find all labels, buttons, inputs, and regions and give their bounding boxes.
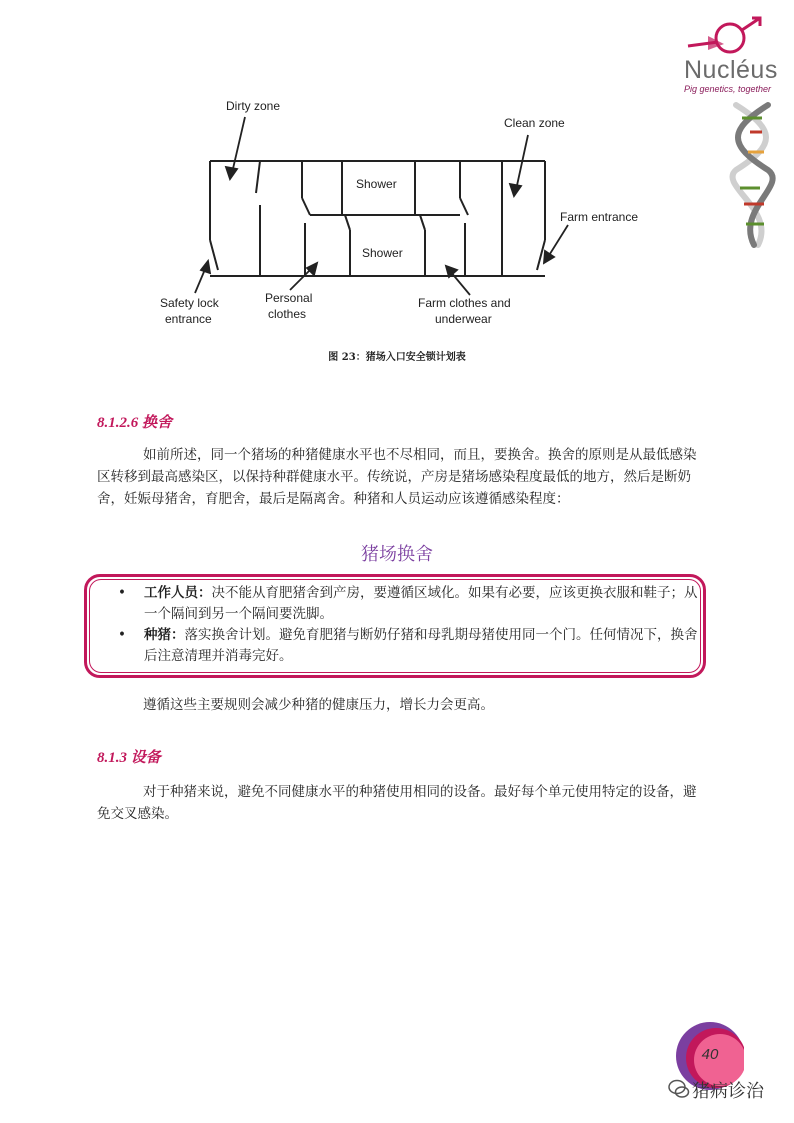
figure-caption: 图 23：猪场入口安全锁计划表	[328, 352, 466, 363]
section2-paragraph	[97, 781, 707, 825]
box-bullet-breeders	[118, 625, 703, 667]
label-underwear: underwear	[435, 312, 492, 326]
label-farm-entrance: Farm entrance	[560, 210, 639, 224]
label-clean-zone: Clean zone	[504, 116, 565, 130]
wechat-icon	[668, 1078, 690, 1100]
bullet-text-breeders: 落实换舍计划。避免育肥猪与断奶仔猪和母乳期母猪使用同一个门。任何情况下，换舍后注意清理并消毒完好。	[144, 627, 698, 664]
bullet-dot: •	[118, 627, 126, 643]
section1-paragraph	[97, 444, 707, 510]
label-shower-top: Shower	[356, 177, 397, 191]
bullet-label-breeders: 种猪：	[144, 627, 185, 643]
dna-helix-graphic	[728, 100, 784, 250]
section1-paragraph-text: 如前所述，同一个猪场的种猪健康水平也不尽相同，而且，要换舍。换舍的原则是从最低感染区转移到最高感染区，以保持种群健康水平。传统说，产房是猪场感染程度最低的地方，然后是断奶舍，妊娠母猪舍，育肥舍，最后是隔离舍。种猪和人员运动应该遵循感染程度：	[97, 447, 697, 507]
section2-paragraph-text: 对于种猪来说，避免不同健康水平的种猪使用相同的设备。最好每个单元使用特定的设备，避免交叉感染。	[97, 784, 697, 822]
box-title: 猪场换舍	[361, 544, 433, 565]
section-heading-8-1-3: 8.1.3 设备	[97, 750, 161, 766]
section-heading-8-1-2-6: 8.1.2.6 换舍	[97, 415, 173, 431]
page-number: 40	[701, 1046, 719, 1063]
after-box-text: 遵循这些主要规则会减少种猪的健康压力，增长力会更高。	[143, 697, 494, 713]
label-safety-lock-entrance: entrance	[165, 312, 212, 326]
after-box-paragraph	[97, 694, 707, 716]
logo-name: Nucléus	[684, 56, 778, 84]
bullet-text-staff: 决不能从育肥猪舍到产房，要遵循区域化。如果有必要，应该更换衣服和鞋子；从一个隔间到另一个隔间要洗脚。	[144, 585, 698, 622]
label-dirty-zone: Dirty zone	[226, 99, 281, 113]
watermark-text: 猪病诊治	[692, 1081, 764, 1102]
bullet-label-staff: 工作人员：	[144, 585, 212, 601]
label-farm-clothes: Farm clothes and	[418, 296, 511, 310]
label-shower-bottom: Shower	[362, 246, 403, 260]
box-bullet-staff	[118, 583, 703, 625]
label-safety-lock: Safety lock	[160, 296, 219, 310]
bullet-dot: •	[118, 585, 126, 601]
label-personal-clothes: clothes	[268, 307, 307, 321]
logo-tagline: Pig genetics, together	[684, 84, 772, 94]
safety-lock-diagram	[150, 95, 660, 335]
label-personal: Personal	[265, 291, 313, 305]
